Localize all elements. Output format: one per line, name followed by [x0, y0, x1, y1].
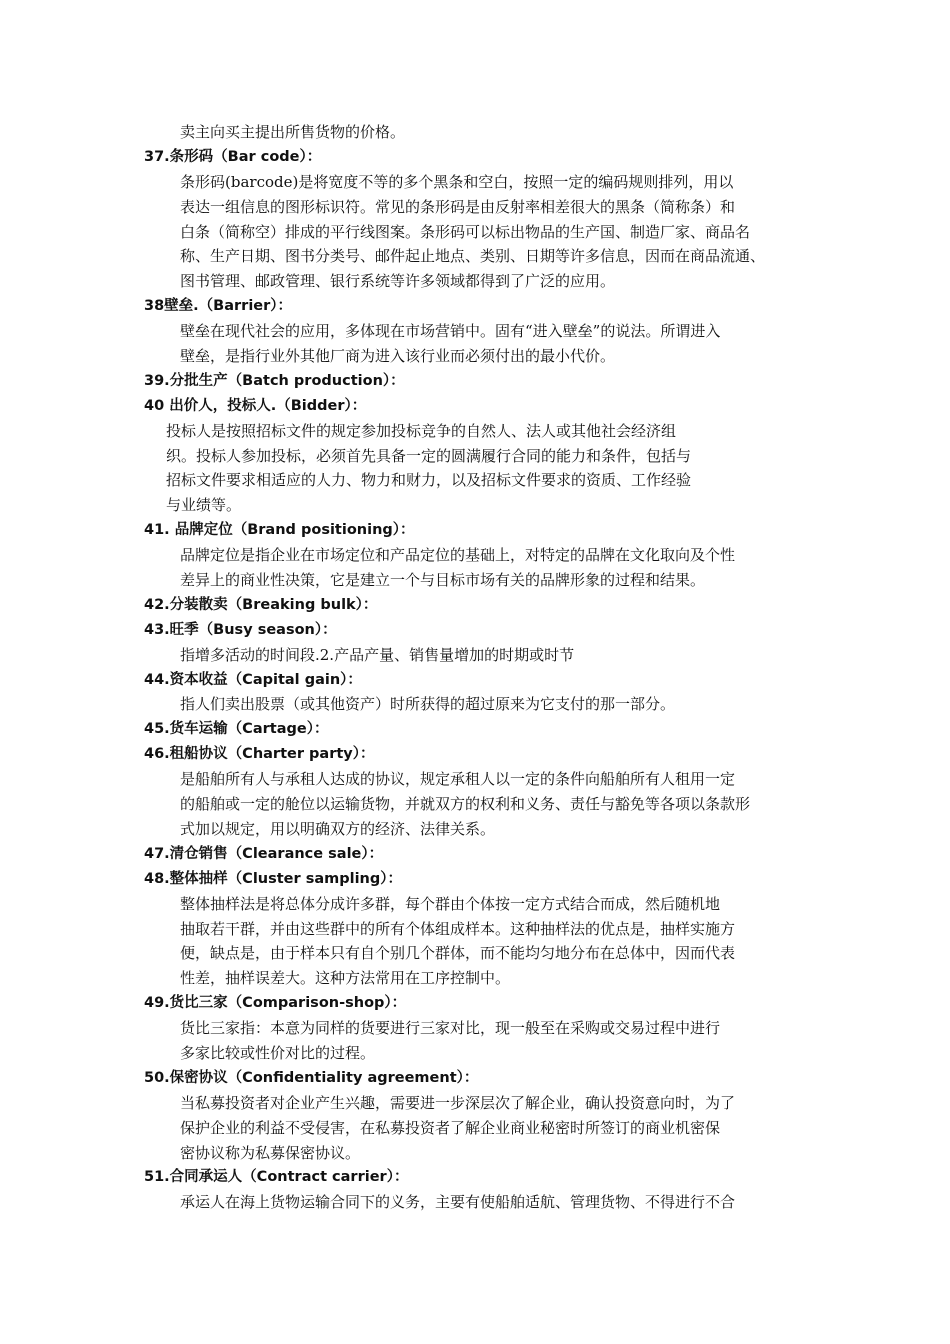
entry-definition-line: 表达一组信息的图形标识符。常见的条形码是由反射率相差很大的黑条（简称条）和 — [180, 197, 736, 216]
entry-definition-line: 性差，抽样误差大。这种方法常用在工序控制中。 — [180, 969, 511, 988]
entry-definition-line: 品牌定位是指企业在市场定位和产品定位的基础上，对特定的品牌在文化取向及个性 — [180, 546, 736, 565]
entry-term: 38壁垒.（Barrier）： — [144, 298, 293, 315]
entry-definition-line: 保护企业的利益不受侵害，在私募投资者了解企业商业秘密时所签订的商业机密保 — [180, 1118, 721, 1137]
entry-definition-line: 指增多活动的时间段.2.产品产量、销售量增加的时期或时节 — [180, 645, 575, 664]
entry-definition-line: 投标人是按照招标文件的规定参加投标竞争的自然人、法人或其他社会经济组 — [166, 421, 677, 440]
entry-definition-line: 条形码(barcode)是将宽度不等的多个黑条和空白，按照一定的编码规则排列，用以 — [180, 172, 734, 191]
glossary-entry — [144, 145, 824, 294]
glossary-entry — [144, 991, 824, 1066]
entry-definition-line: 织。投标人参加投标，必须首先具备一定的圆满履行合同的能力和条件，包括与 — [166, 446, 692, 465]
entry-definition-line: 式加以规定，用以明确双方的经济、法律关系。 — [180, 819, 496, 838]
entry-definition-line: 多家比较或性价对比的过程。 — [180, 1043, 376, 1062]
entry-term: 40 出价人，投标人.（Bidder）： — [144, 397, 367, 414]
glossary-entry — [144, 294, 824, 369]
glossary-entry — [144, 742, 824, 842]
glossary-entry — [144, 618, 824, 668]
entry-definition-line: 承运人在海上货物运输合同下的义务，主要有使船舶适航、管理货物、不得进行不合 — [180, 1193, 736, 1212]
entry-definition-line: 抽取若干群，并由这些群中的所有个体组成样本。这种抽样法的优点是，抽样实施方 — [180, 919, 736, 938]
glossary-entry — [144, 842, 824, 867]
entry-term: 51.合同承运人（Contract carrier）： — [144, 1169, 409, 1186]
entry-definition-line: 指人们卖出股票（或其他资产）时所获得的超过原来为它支付的那一部分。 — [180, 695, 676, 714]
entry-definition-line: 便，缺点是，由于样本只有自个别几个群体，而不能均匀地分布在总体中，因而代表 — [180, 944, 736, 963]
entry-term: 37.条形码（Bar code）： — [144, 148, 322, 165]
glossary-entry — [144, 668, 824, 718]
glossary-entry — [144, 369, 824, 394]
entry-term: 44.资本收益（Capital gain）： — [144, 671, 362, 688]
glossary-entry — [144, 1165, 824, 1215]
entry-definition-line: 货比三家指：本意为同样的货要进行三家对比，现一般至在采购或交易过程中进行 — [180, 1019, 721, 1038]
entry-term: 42.分装散卖（Breaking bulk）： — [144, 596, 378, 613]
entry-definition-line: 壁垒在现代社会的应用，多体现在市场营销中。固有“进入壁垒”的说法。所谓进入 — [180, 322, 721, 341]
entry-definition-line: 是船舶所有人与承租人达成的协议，规定承租人以一定的条件向船舶所有人租用一定 — [180, 770, 736, 789]
entry-term: 50.保密协议（Confidentiality agreement）： — [144, 1069, 479, 1086]
entry-definition-line: 的船舶或一定的舱位以运输货物，并就双方的权利和义务、责任与豁免等各项以条款形 — [180, 795, 751, 814]
glossary-entry — [144, 518, 824, 593]
entry-term: 49.货比三家（Comparison-shop）： — [144, 995, 407, 1012]
leading-definition-line: 卖主向买主提出所售货物的价格。 — [180, 123, 406, 141]
entry-definition-line: 整体抽样法是将总体分成许多群，每个群由个体按一定方式结合而成，然后随机地 — [180, 894, 721, 913]
entry-term: 43.旺季（Busy season）： — [144, 621, 337, 638]
glossary-entry — [144, 1066, 824, 1166]
entry-definition-line: 壁垒，是指行业外其他厂商为进入该行业而必须付出的最小代价。 — [180, 347, 616, 366]
entry-term: 46.租船协议（Charter party）： — [144, 746, 375, 763]
glossary-entry — [144, 867, 824, 991]
glossary-entry — [144, 394, 824, 518]
entry-term: 41. 品牌定位（Brand positioning）： — [144, 522, 415, 539]
entry-definition-line: 当私募投资者对企业产生兴趣，需要进一步深层次了解企业，确认投资意向时，为了 — [180, 1093, 736, 1112]
entry-definition-line: 称、生产日期、图书分类号、邮件起止地点、类别、日期等许多信息，因而在商品流通、 — [180, 247, 766, 266]
entry-definition-line: 图书管理、邮政管理、银行系统等许多领域都得到了广泛的应用。 — [180, 272, 616, 291]
entry-definition-line: 与业绩等。 — [166, 496, 242, 515]
entry-definition-line: 密协议称为私募保密协议。 — [180, 1143, 361, 1162]
glossary-entry — [144, 593, 824, 618]
entry-term: 47.清仓销售（Clearance sale）： — [144, 845, 384, 862]
entry-definition-line: 招标文件要求相适应的人力、物力和财力，以及招标文件要求的资质、工作经验 — [166, 471, 692, 490]
glossary-entry — [144, 717, 824, 742]
entry-definition-line: 白条（简称空）排成的平行线图案。条形码可以标出物品的生产国、制造厂家、商品名 — [180, 222, 751, 241]
entry-definition-line: 差异上的商业性决策，它是建立一个与目标市场有关的品牌形象的过程和结果。 — [180, 571, 706, 590]
entry-term: 48.整体抽样（Cluster sampling）： — [144, 870, 403, 887]
entry-term: 45.货车运输（Cartage）： — [144, 721, 329, 738]
document-body — [144, 120, 824, 1215]
glossary-entries — [144, 145, 824, 1215]
entry-term: 39.分批生产（Batch production）： — [144, 372, 405, 389]
